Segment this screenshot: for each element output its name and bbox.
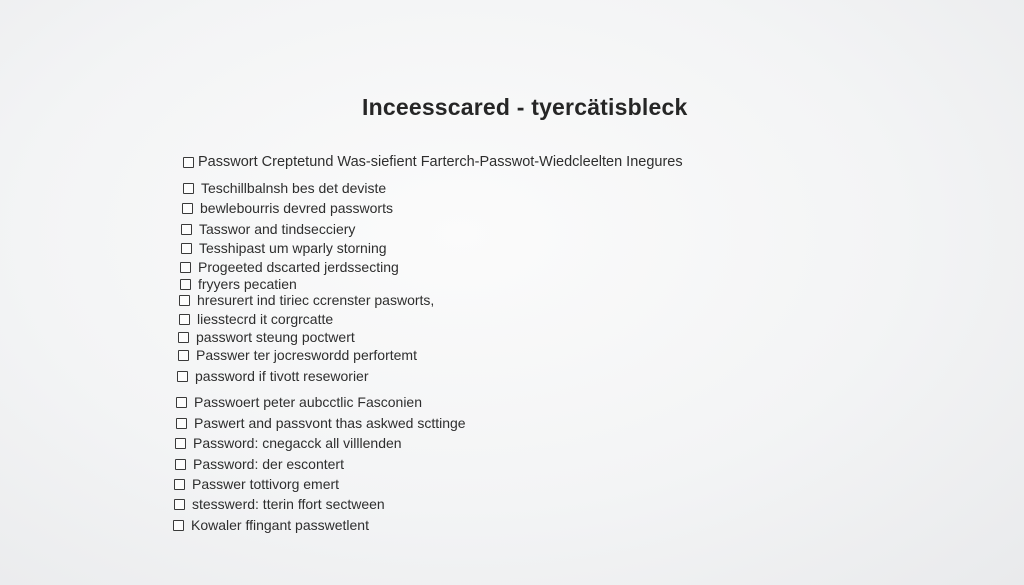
checklist-item-label: fryyers pecatien xyxy=(198,276,297,292)
checklist-item[interactable] xyxy=(173,517,369,533)
checkbox[interactable] xyxy=(175,459,186,470)
checkbox[interactable] xyxy=(174,479,185,490)
checklist-item-label: Paswert and passvont thas askwed scttinge xyxy=(194,415,466,431)
checklist-item-label: Passwer tottivorg emert xyxy=(192,476,340,492)
checklist-item-label: Kowaler ffingant passwetlent xyxy=(191,517,369,533)
checklist-item-label: Password: der escontert xyxy=(193,456,344,472)
checklist-item-label: Tesshipast um wparly storning xyxy=(199,240,387,256)
checklist-item[interactable] xyxy=(179,292,434,308)
checklist-item[interactable] xyxy=(175,435,402,451)
checklist-item[interactable] xyxy=(174,476,339,492)
checklist-item-label: Passwer ter jocreswordd perfortemt xyxy=(196,347,417,363)
checkbox[interactable] xyxy=(176,397,187,408)
checkbox[interactable] xyxy=(173,520,184,531)
checkbox[interactable] xyxy=(180,279,191,290)
checkbox[interactable] xyxy=(180,262,191,273)
checklist-item[interactable] xyxy=(175,456,344,472)
checklist-item-label: Passwoert peter aubcctlic Fasconien xyxy=(194,394,422,410)
checklist-item-label: hresurert ind tiriec ccrenster pasworts, xyxy=(197,292,435,308)
document-title: Inceesscared - tyercätisbleck xyxy=(362,94,688,120)
checklist-item-label: liesstecrd it corgrcatte xyxy=(197,311,334,327)
checklist-item[interactable] xyxy=(182,200,393,216)
checklist-item[interactable] xyxy=(180,276,297,292)
checklist-item-label: password if tivott reseworier xyxy=(195,368,369,384)
checklist-item-label: bewlebourris devred passworts xyxy=(200,200,393,216)
checklist-item-label: Tasswor and tindsecciery xyxy=(199,221,356,237)
header-checklist-item[interactable] xyxy=(183,154,683,170)
checklist-item-label: stesswerd: tterin ffort sectween xyxy=(192,496,385,512)
checklist-item-label: Passwort Creptetund Was-siefient Farterch-Passwot-Wiedcleelten Inegures xyxy=(198,154,683,170)
checkbox[interactable] xyxy=(174,499,185,510)
checkbox[interactable] xyxy=(179,295,190,306)
checklist-item[interactable] xyxy=(174,496,385,512)
checklist-item-label: Teschillbalnsh bes det deviste xyxy=(201,180,387,196)
checklist-item[interactable] xyxy=(181,221,355,237)
checklist-item[interactable] xyxy=(176,394,422,410)
checkbox[interactable] xyxy=(183,183,194,194)
checklist-item[interactable] xyxy=(178,347,417,363)
checkbox[interactable] xyxy=(178,350,189,361)
checklist-item[interactable] xyxy=(178,329,355,345)
checklist-item[interactable] xyxy=(181,240,387,256)
checkbox[interactable] xyxy=(181,224,192,235)
checklist-item[interactable] xyxy=(176,415,466,431)
checkbox[interactable] xyxy=(177,371,188,382)
checkbox[interactable] xyxy=(181,243,192,254)
checklist-item[interactable] xyxy=(179,311,333,327)
checklist-item-label: passwort steung poctwert xyxy=(196,329,355,345)
checkbox[interactable] xyxy=(175,438,186,449)
checklist-item[interactable] xyxy=(180,259,399,275)
checkbox[interactable] xyxy=(179,314,190,325)
checkbox[interactable] xyxy=(183,157,194,168)
checkbox[interactable] xyxy=(178,332,189,343)
checkbox[interactable] xyxy=(182,203,193,214)
checkbox[interactable] xyxy=(176,418,187,429)
checklist-item-label: Password: cnegacck all villlenden xyxy=(193,435,402,451)
checklist-item[interactable] xyxy=(177,368,369,384)
checklist-item[interactable] xyxy=(183,180,386,196)
checklist-item-label: Progeeted dscarted jerdssecting xyxy=(198,259,399,275)
